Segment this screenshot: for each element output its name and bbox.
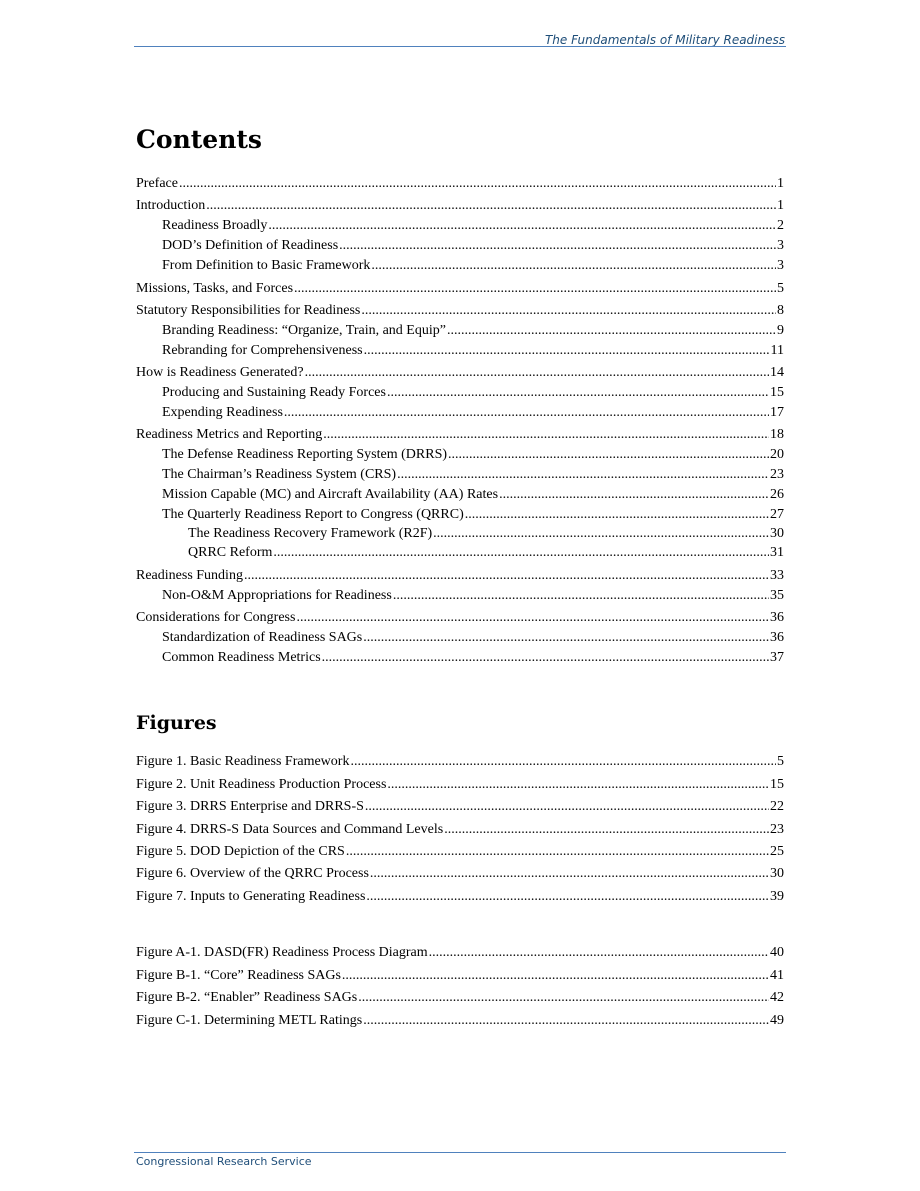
toc-entry[interactable]: [136, 404, 784, 422]
toc-entry-label: Figure 5. DOD Depiction of the CRS: [136, 843, 345, 859]
dot-leader: [179, 175, 776, 193]
toc-entry[interactable]: [136, 967, 784, 985]
toc-entry-label: Figure 2. Unit Readiness Production Process: [136, 776, 387, 792]
toc-entry-page-number: 49: [770, 1012, 784, 1028]
dot-leader: [273, 544, 769, 562]
toc-entry[interactable]: [136, 364, 784, 382]
toc-entry-page-number: 17: [770, 405, 784, 421]
dot-leader: [393, 587, 769, 605]
toc-entry[interactable]: [136, 865, 784, 883]
dot-leader: [387, 776, 769, 794]
toc-entry-page-number: 22: [770, 799, 784, 815]
toc-entry-page-number: 5: [777, 280, 784, 296]
toc-entry[interactable]: [136, 257, 784, 275]
toc-entry-page-number: 35: [770, 587, 784, 603]
toc-entry-label: Branding Readiness: “Organize, Train, and Equip”: [162, 322, 446, 338]
toc-entry[interactable]: [136, 567, 784, 585]
toc-entry[interactable]: [136, 175, 784, 193]
dot-leader: [444, 821, 769, 839]
toc-entry[interactable]: [136, 753, 784, 771]
toc-entry-page-number: 26: [770, 487, 784, 503]
toc-entry-page-number: 1: [777, 176, 784, 191]
toc-entry[interactable]: [136, 446, 784, 464]
toc-entry[interactable]: [136, 217, 784, 235]
toc-entry-page-number: 9: [777, 322, 784, 338]
toc-entry-page-number: 23: [770, 821, 784, 837]
toc-entry-label: Expending Readiness: [162, 405, 283, 421]
toc-entry[interactable]: [136, 944, 784, 962]
toc-entry-page-number: 40: [770, 945, 784, 961]
figures-list: [136, 749, 784, 906]
toc-entry[interactable]: [136, 649, 784, 667]
toc-entry-page-number: 15: [770, 776, 784, 792]
dot-leader: [499, 486, 769, 504]
dot-leader: [364, 342, 770, 360]
dot-leader: [363, 629, 769, 647]
toc-entry-page-number: 3: [777, 238, 784, 254]
toc-entry-page-number: 39: [770, 888, 784, 904]
toc-entry[interactable]: [136, 776, 784, 794]
dot-leader: [465, 506, 769, 524]
footer-publisher: Congressional Research Service: [136, 1155, 312, 1168]
toc-entry[interactable]: [136, 426, 784, 444]
dot-leader: [342, 967, 769, 985]
toc-entry-page-number: 5: [777, 754, 784, 770]
toc-entry[interactable]: [136, 989, 784, 1007]
toc-entry-label: Figure 1. Basic Readiness Framework: [136, 754, 350, 770]
toc-entry-page-number: 2: [777, 218, 784, 234]
toc-entry-label: Figure 4. DRRS-S Data Sources and Command Levels: [136, 821, 444, 837]
toc-entry[interactable]: [136, 342, 784, 360]
toc-entry-page-number: 23: [770, 467, 784, 483]
toc-entry[interactable]: [136, 466, 784, 484]
toc-entry-label: Readiness Funding: [136, 567, 243, 583]
dot-leader: [339, 237, 776, 255]
toc-entry-label: Rebranding for Comprehensiveness: [162, 342, 363, 358]
toc-entry-page-number: 18: [770, 427, 784, 443]
toc-entry-page-number: 30: [770, 526, 784, 542]
toc-entry-label: Common Readiness Metrics: [162, 650, 321, 666]
toc-entry[interactable]: [136, 384, 784, 402]
toc-entry-label: The Defense Readiness Reporting System (DRRS): [162, 447, 448, 463]
toc-entry-label: The Readiness Recovery Framework (R2F): [188, 526, 433, 542]
toc-entry[interactable]: [136, 506, 784, 524]
toc-entry-label: Preface: [136, 176, 178, 191]
toc-entry[interactable]: [136, 821, 784, 839]
toc-entry-page-number: 1: [777, 198, 784, 214]
toc-entry-page-number: 27: [770, 507, 784, 523]
dot-leader: [305, 364, 769, 382]
dot-leader: [448, 446, 769, 464]
toc-entry-label: Producing and Sustaining Ready Forces: [162, 385, 386, 401]
dot-leader: [365, 798, 769, 816]
toc-entry-page-number: 8: [777, 302, 784, 318]
toc-entry-label: The Quarterly Readiness Report to Congress (QRRC): [162, 507, 464, 523]
toc-entry-label: Missions, Tasks, and Forces: [136, 280, 294, 296]
toc-entry-page-number: 36: [770, 610, 784, 626]
toc-entry-label: Mission Capable (MC) and Aircraft Availability (AA) Rates: [162, 487, 499, 503]
toc-entry-label: From Definition to Basic Framework: [162, 258, 371, 274]
toc-entry[interactable]: [136, 280, 784, 298]
toc-entry-page-number: 33: [770, 567, 784, 583]
toc-entry-page-number: 31: [770, 545, 784, 561]
toc-entry[interactable]: [136, 486, 784, 504]
toc-entry-label: Figure B-2. “Enabler” Readiness SAGs: [136, 990, 358, 1006]
toc-entry[interactable]: [136, 1012, 784, 1030]
toc-entry-page-number: 25: [770, 843, 784, 859]
toc-entry-page-number: 15: [770, 385, 784, 401]
toc-entry[interactable]: [136, 629, 784, 647]
toc-entry-label: Readiness Metrics and Reporting: [136, 427, 323, 443]
dot-leader: [350, 753, 776, 771]
toc-entry-label: Figure 6. Overview of the QRRC Process: [136, 866, 369, 882]
toc-entry-page-number: 11: [770, 342, 784, 358]
dot-leader: [244, 567, 769, 585]
toc-entry[interactable]: [136, 237, 784, 255]
toc-entry-page-number: 41: [770, 967, 784, 983]
running-header-title: The Fundamentals of Military Readiness: [544, 33, 785, 47]
toc-entry[interactable]: [136, 587, 784, 605]
toc-entry-label: The Chairman’s Readiness System (CRS): [162, 467, 397, 483]
footer-divider: [134, 1152, 786, 1153]
dot-leader: [447, 322, 776, 340]
toc-entry-page-number: 36: [770, 630, 784, 646]
toc-entry[interactable]: [136, 544, 784, 562]
toc-entry-label: Figure 3. DRRS Enterprise and DRRS-S: [136, 799, 364, 815]
toc-entry[interactable]: [136, 197, 784, 215]
toc-entry-label: DOD’s Definition of Readiness: [162, 238, 339, 254]
toc-entry[interactable]: [136, 888, 784, 906]
figures-heading: Figures: [136, 712, 217, 734]
header-divider: [134, 46, 786, 47]
toc-entry[interactable]: [136, 843, 784, 861]
toc-entry-label: Figure A-1. DASD(FR) Readiness Process Diagram: [136, 945, 428, 961]
toc-entry-label: Figure C-1. Determining METL Ratings: [136, 1012, 363, 1028]
toc-entry[interactable]: [136, 798, 784, 816]
toc-entry-label: Introduction: [136, 198, 206, 214]
dot-leader: [433, 525, 769, 543]
toc-entry-label: Readiness Broadly: [162, 218, 268, 234]
toc-entry[interactable]: [136, 322, 784, 340]
contents-heading: Contents: [136, 125, 263, 154]
dot-leader: [322, 649, 769, 667]
dot-leader: [358, 989, 769, 1007]
dot-leader: [363, 1012, 769, 1030]
toc-entry-label: Non-O&M Appropriations for Readiness: [162, 587, 392, 603]
dot-leader: [429, 944, 769, 962]
dot-leader: [284, 404, 769, 422]
dot-leader: [268, 217, 776, 235]
dot-leader: [206, 197, 776, 215]
toc-entry-label: Figure B-1. “Core” Readiness SAGs: [136, 967, 341, 983]
contents-list: [136, 175, 784, 667]
appendix-figures-list: [136, 940, 784, 1030]
toc-entry-label: Standardization of Readiness SAGs: [162, 630, 363, 646]
toc-entry-page-number: 20: [770, 447, 784, 463]
dot-leader: [370, 865, 769, 883]
dot-leader: [397, 466, 769, 484]
toc-entry-label: Considerations for Congress: [136, 610, 296, 626]
toc-entry[interactable]: [136, 525, 784, 543]
toc-entry[interactable]: [136, 302, 784, 320]
toc-entry-page-number: 42: [770, 990, 784, 1006]
dot-leader: [366, 888, 769, 906]
toc-entry-label: QRRC Reform: [188, 545, 273, 561]
toc-entry-label: How is Readiness Generated?: [136, 365, 304, 381]
dot-leader: [387, 384, 769, 402]
toc-entry-page-number: 3: [777, 258, 784, 274]
dot-leader: [371, 257, 776, 275]
toc-entry[interactable]: [136, 609, 784, 627]
toc-entry-page-number: 30: [770, 866, 784, 882]
dot-leader: [346, 843, 769, 861]
dot-leader: [296, 609, 769, 627]
toc-entry-label: Statutory Responsibilities for Readiness: [136, 302, 361, 318]
toc-entry-page-number: 37: [770, 650, 784, 666]
dot-leader: [361, 302, 776, 320]
toc-entry-page-number: 14: [770, 365, 784, 381]
toc-entry-label: Figure 7. Inputs to Generating Readiness: [136, 888, 366, 904]
dot-leader: [294, 280, 776, 298]
dot-leader: [323, 426, 769, 444]
